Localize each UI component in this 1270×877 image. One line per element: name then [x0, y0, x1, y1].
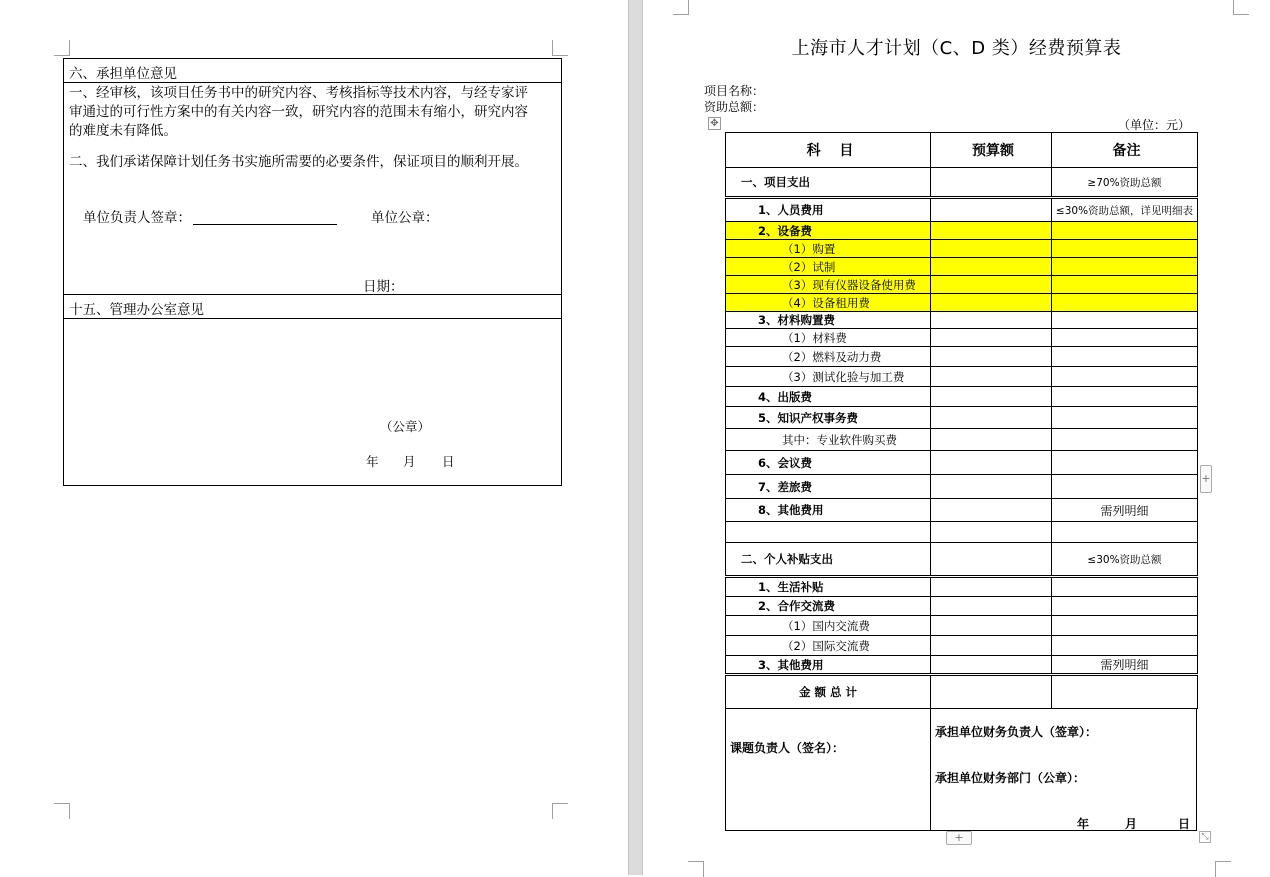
table-row	[726, 347, 1198, 367]
finance-dept-seal[interactable]: 承担单位财务部门（公章）：	[935, 771, 1086, 785]
row-note-cell[interactable]	[1052, 522, 1198, 543]
row-subject-cell[interactable]: 1、人员费用	[726, 198, 931, 222]
table-row	[726, 616, 1198, 636]
approval-form-box	[63, 58, 562, 486]
row-note-cell[interactable]	[1052, 407, 1198, 429]
row-subject-cell[interactable]: 4、出版费	[726, 387, 931, 407]
row-budget-cell[interactable]	[931, 407, 1052, 429]
row-note-cell[interactable]	[1052, 222, 1198, 240]
table-row	[726, 222, 1198, 240]
header-subject: 科 目	[726, 133, 931, 168]
table-row	[726, 475, 1198, 499]
row-budget-cell[interactable]	[931, 429, 1052, 451]
row-note-cell[interactable]: ≤30%资助总额	[1052, 543, 1198, 577]
date-label: 日期：	[363, 279, 404, 295]
row-note-cell[interactable]	[1052, 636, 1198, 656]
row-budget-cell[interactable]	[931, 522, 1052, 543]
row-subject-cell[interactable]: 5、知识产权事务费	[726, 407, 931, 429]
table-row	[726, 168, 1198, 198]
add-row-button[interactable]: +	[946, 831, 972, 845]
row-budget-cell[interactable]	[931, 240, 1052, 258]
table-row	[726, 451, 1198, 475]
document-page-left	[0, 0, 628, 875]
crop-mark	[552, 40, 568, 56]
row-subject-cell[interactable]: 1、生活补贴	[726, 577, 931, 597]
row-budget-cell[interactable]	[931, 656, 1052, 675]
row-note-cell[interactable]	[1052, 577, 1198, 597]
signer-field[interactable]	[83, 206, 337, 226]
row-subject-cell[interactable]: （3）测试化验与加工费	[726, 367, 931, 387]
project-leader-signature[interactable]: 课题负责人（签名）：	[730, 741, 845, 755]
row-budget-cell[interactable]	[931, 367, 1052, 387]
row-subject-cell[interactable]: 2、设备费	[726, 222, 931, 240]
text-line: 的难度未有降低。	[69, 123, 177, 139]
text-line: 一、经审核，该项目任务书中的研究内容、考核指标等技术内容，与经专家评	[69, 85, 528, 101]
table-row	[726, 387, 1198, 407]
crop-mark	[673, 0, 689, 15]
table-row	[726, 656, 1198, 675]
section6-paragraph-2[interactable]: 二、我们承诺保障计划任务书实施所需要的必要条件，保证项目的顺利开展。	[69, 154, 528, 170]
row-note-cell[interactable]	[1052, 240, 1198, 258]
row-note-cell[interactable]	[1052, 675, 1198, 709]
row-note-cell[interactable]	[1052, 451, 1198, 475]
unit-note: （单位：元）	[1118, 118, 1191, 132]
crop-mark	[54, 40, 70, 56]
row-subject-cell[interactable]: （2）试制	[726, 258, 931, 276]
row-subject-cell[interactable]: 8、其他费用	[726, 499, 931, 522]
official-seal-label: （公章）	[380, 419, 431, 434]
table-row	[726, 198, 1198, 222]
sign-day: 日	[1178, 817, 1191, 831]
header-budget: 预算额	[931, 133, 1052, 168]
row-subject-cell[interactable]: 二、个人补贴支出	[726, 543, 931, 577]
finance-leader-signature[interactable]: 承担单位财务负责人（签章）：	[935, 725, 1098, 739]
row-note-cell[interactable]	[1052, 276, 1198, 294]
row-budget-cell[interactable]	[931, 276, 1052, 294]
row-note-cell[interactable]	[1052, 367, 1198, 387]
crop-mark	[552, 803, 568, 819]
row-subject-cell[interactable]: （1）国内交流费	[726, 616, 931, 636]
sign-month: 月	[1125, 817, 1138, 831]
budget-table	[725, 132, 1198, 709]
row-budget-cell[interactable]	[931, 499, 1052, 522]
text-line: 审通过的可行性方案中的有关内容一致，研究内容的范围未有缩小，研究内容	[69, 104, 528, 120]
row-subject-cell[interactable]: 金 额 总 计	[726, 675, 931, 709]
row-budget-cell[interactable]	[931, 312, 1052, 329]
row-subject-cell[interactable]: 其中：专业软件购买费	[726, 429, 931, 451]
row-note-cell[interactable]: ≥70%资助总额	[1052, 168, 1198, 198]
row-subject-cell[interactable]: （1）材料费	[726, 329, 931, 347]
table-row	[726, 522, 1198, 543]
row-budget-cell[interactable]	[931, 168, 1052, 198]
row-budget-cell[interactable]	[931, 475, 1052, 499]
row-note-cell[interactable]	[1052, 258, 1198, 276]
date-year: 年	[366, 454, 379, 469]
table-row	[726, 276, 1198, 294]
table-header-row	[726, 133, 1198, 168]
row-budget-cell[interactable]	[931, 329, 1052, 347]
row-budget-cell[interactable]	[931, 597, 1052, 616]
row-note-cell[interactable]	[1052, 312, 1198, 329]
row-note-cell[interactable]	[1052, 294, 1198, 312]
row-note-cell[interactable]	[1052, 616, 1198, 636]
row-budget-cell[interactable]	[931, 294, 1052, 312]
table-row	[726, 240, 1198, 258]
row-note-cell[interactable]: 需列明细	[1052, 499, 1198, 522]
row-budget-cell[interactable]	[931, 577, 1052, 597]
row-note-cell[interactable]	[1052, 597, 1198, 616]
table-row	[726, 499, 1198, 522]
row-note-cell[interactable]	[1052, 387, 1198, 407]
signer-label: 单位负责人签章：	[83, 210, 191, 226]
sign-year: 年	[1077, 817, 1090, 831]
section6-paragraph-1[interactable]	[69, 84, 559, 141]
table-row	[726, 258, 1198, 276]
unit-seal-label: 单位公章：	[371, 210, 439, 226]
row-subject-cell[interactable]: 7、差旅费	[726, 475, 931, 499]
row-subject-cell[interactable]: （2）燃料及动力费	[726, 347, 931, 367]
row-note-cell[interactable]: ≤30%资助总额，详见明细表	[1052, 198, 1198, 222]
table-row	[726, 543, 1198, 577]
row-note-cell[interactable]	[1052, 429, 1198, 451]
row-subject-cell[interactable]: （2）国际交流费	[726, 636, 931, 656]
row-budget-cell[interactable]	[931, 451, 1052, 475]
row-subject-cell[interactable]: 6、会议费	[726, 451, 931, 475]
table-row	[726, 329, 1198, 347]
table-row	[726, 367, 1198, 387]
signature-line	[193, 210, 337, 225]
crop-mark	[1233, 0, 1249, 15]
total-funding-label[interactable]: 资助总额：	[704, 100, 765, 114]
row-note-cell[interactable]	[1052, 347, 1198, 367]
add-column-button[interactable]: +	[1200, 465, 1212, 493]
document-page-right	[643, 0, 1270, 875]
row-budget-cell[interactable]	[931, 222, 1052, 240]
table-row	[726, 597, 1198, 616]
row-budget-cell[interactable]	[931, 198, 1052, 222]
row-budget-cell[interactable]	[931, 258, 1052, 276]
header-note: 备注	[1052, 133, 1198, 168]
row-budget-cell[interactable]	[931, 616, 1052, 636]
row-budget-cell[interactable]	[931, 347, 1052, 367]
row-budget-cell[interactable]	[931, 543, 1052, 577]
section6-title: 六、承担单位意见	[69, 66, 177, 82]
row-budget-cell[interactable]	[931, 636, 1052, 656]
divider	[930, 709, 931, 830]
row-subject-cell[interactable]: 3、材料购置费	[726, 312, 931, 329]
table-row	[726, 294, 1198, 312]
table-row	[726, 577, 1198, 597]
table-row	[726, 312, 1198, 329]
row-subject-cell[interactable]: （3）现有仪器设备使用费	[726, 276, 931, 294]
table-move-handle-icon[interactable]: ✥	[708, 117, 721, 130]
row-note-cell[interactable]	[1052, 329, 1198, 347]
table-resize-handle-icon[interactable]: ⤡	[1199, 831, 1211, 843]
table-row	[726, 429, 1198, 451]
project-name-label[interactable]: 项目名称：	[704, 84, 765, 98]
section15-title: 十五、管理办公室意见	[69, 302, 204, 318]
row-subject-cell[interactable]	[726, 522, 931, 543]
row-subject-cell[interactable]: 一、项目支出	[726, 168, 931, 198]
row-budget-cell[interactable]	[931, 387, 1052, 407]
row-note-cell[interactable]	[1052, 475, 1198, 499]
table-row	[726, 636, 1198, 656]
date-month: 月	[403, 454, 416, 469]
row-note-cell[interactable]: 需列明细	[1052, 656, 1198, 675]
table-row	[726, 407, 1198, 429]
row-budget-cell[interactable]	[931, 675, 1052, 709]
row-subject-cell[interactable]: 3、其他费用	[726, 656, 931, 675]
crop-mark	[54, 803, 70, 819]
document-title: 上海市人才计划（C、D 类）经费预算表	[791, 38, 1122, 59]
row-subject-cell[interactable]: 2、合作交流费	[726, 597, 931, 616]
divider	[64, 82, 561, 83]
row-subject-cell[interactable]: （4）设备租用费	[726, 294, 931, 312]
signature-box	[725, 708, 1197, 831]
divider	[64, 318, 561, 319]
table-row	[726, 675, 1198, 709]
date-day: 日	[442, 454, 455, 469]
row-subject-cell[interactable]: （1）购置	[726, 240, 931, 258]
page-gutter	[628, 0, 643, 875]
divider	[64, 294, 561, 295]
